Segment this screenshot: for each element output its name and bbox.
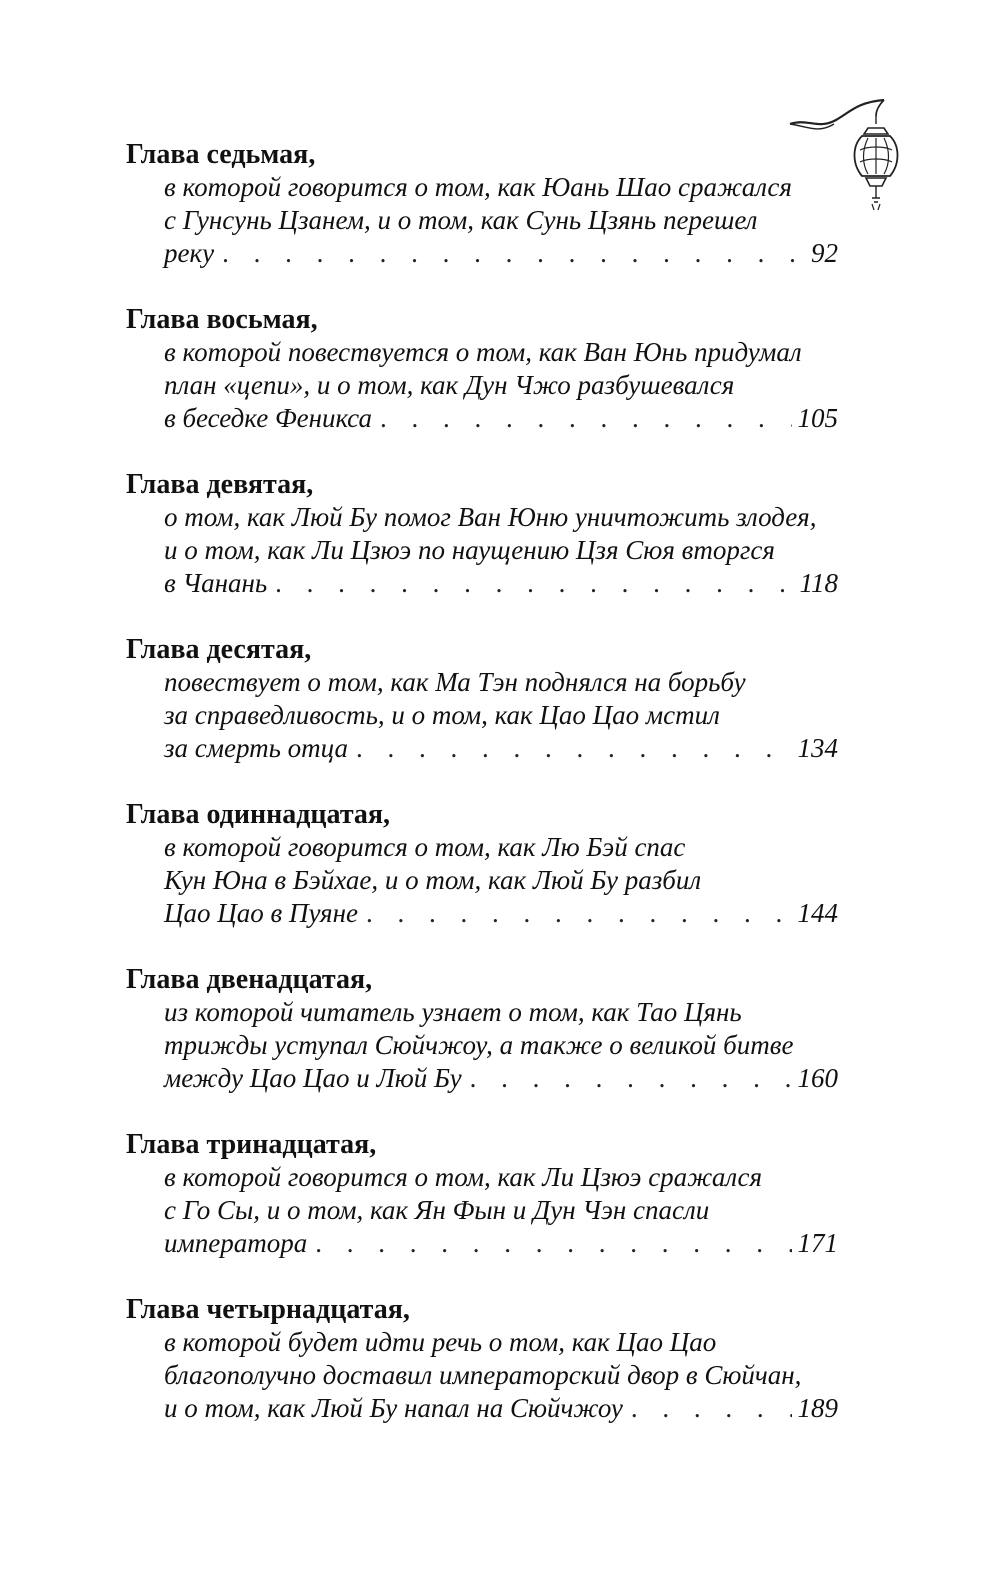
description-line: из которой читатель узнает о том, как Тао Цянь bbox=[164, 997, 742, 1027]
description-line: за справедливость, и о том, как Цао Цао мстил bbox=[164, 700, 720, 730]
page-number: 144 bbox=[797, 898, 838, 928]
description-line: повествует о том, как Ма Тэн поднялся на борьбу bbox=[164, 667, 746, 697]
description-line: между Цао Цао и Люй Бу bbox=[164, 1063, 462, 1093]
chapter-description bbox=[164, 1161, 838, 1260]
toc-entry[interactable] bbox=[126, 633, 838, 798]
page-number: 160 bbox=[797, 1063, 838, 1093]
toc-entry[interactable] bbox=[126, 1293, 838, 1458]
chapter-heading: Глава четырнадцатая, bbox=[126, 1294, 410, 1325]
page-number: 189 bbox=[797, 1393, 838, 1423]
description-line: реку bbox=[164, 238, 215, 268]
description-line: в которой повествуется о том, как Ван Юнь придумал bbox=[164, 337, 802, 367]
dot-leader bbox=[356, 732, 792, 765]
description-line: в которой будет идти речь о том, как Цао Цао bbox=[164, 1327, 717, 1357]
chapter-heading: Глава тринадцатая, bbox=[126, 1129, 377, 1160]
description-line: с Го Сы, и о том, как Ян Фын и Дун Чэн спасли bbox=[164, 1195, 710, 1225]
description-line: трижды уступал Сюйчжоу, а также о великой битве bbox=[164, 1030, 794, 1060]
chapter-heading: Глава седьмая, bbox=[126, 139, 316, 170]
description-line: в которой говорится о том, как Лю Бэй спас bbox=[164, 832, 686, 862]
chapter-heading: Глава девятая, bbox=[126, 469, 314, 500]
description-line: план «цепи», и о том, как Дун Чжо разбушевался bbox=[164, 370, 735, 400]
description-line: и о том, как Люй Бу напал на Сюйчжоу bbox=[164, 1393, 623, 1423]
chapter-description bbox=[164, 666, 838, 765]
chapter-description bbox=[164, 1326, 838, 1425]
description-line: и о том, как Ли Цзюэ по наущению Цзя Сюя вторгся bbox=[164, 535, 775, 565]
dot-leader bbox=[315, 1227, 791, 1260]
table-of-contents bbox=[126, 138, 838, 1458]
page-number: 92 bbox=[811, 238, 838, 268]
toc-entry[interactable] bbox=[126, 1128, 838, 1293]
chapter-description bbox=[164, 831, 838, 930]
dot-leader bbox=[222, 237, 805, 270]
description-line: в которой говорится о том, как Ли Цзюэ сражался bbox=[164, 1162, 763, 1192]
page-number: 171 bbox=[797, 1228, 838, 1258]
toc-entry[interactable] bbox=[126, 303, 838, 468]
description-line: о том, как Люй Бу помог Ван Юню уничтожить злодея, bbox=[164, 502, 817, 532]
toc-entry[interactable] bbox=[126, 798, 838, 963]
page-number: 118 bbox=[799, 568, 838, 598]
chapter-heading: Глава восьмая, bbox=[126, 304, 318, 335]
toc-entry[interactable] bbox=[126, 963, 838, 1128]
chapter-description bbox=[164, 996, 838, 1095]
description-line: за смерть отца bbox=[164, 733, 348, 763]
dot-leader bbox=[380, 402, 792, 435]
chapter-heading: Глава одиннадцатая, bbox=[126, 799, 391, 830]
chapter-heading: Глава двенадцатая, bbox=[126, 964, 373, 995]
chapter-description bbox=[164, 171, 838, 270]
description-line: благополучно доставил императорский двор в Сюйчан, bbox=[164, 1360, 802, 1390]
description-line: Кун Юна в Бэйхае, и о том, как Люй Бу разбил bbox=[164, 865, 702, 895]
description-line: с Гунсунь Цзанем, и о том, как Сунь Цзянь перешел bbox=[164, 205, 758, 235]
dot-leader bbox=[631, 1392, 792, 1425]
dot-leader bbox=[366, 897, 792, 930]
description-line: императора bbox=[164, 1228, 308, 1258]
chapter-heading: Глава десятая, bbox=[126, 634, 312, 665]
page-number: 134 bbox=[797, 733, 838, 763]
page-number: 105 bbox=[797, 403, 838, 433]
dot-leader bbox=[275, 567, 793, 600]
chapter-description bbox=[164, 336, 838, 435]
description-line: в Чанань bbox=[164, 568, 268, 598]
toc-entry[interactable] bbox=[126, 468, 838, 633]
description-line: в которой говорится о том, как Юань Шао сражался bbox=[164, 172, 792, 202]
chapter-description bbox=[164, 501, 838, 600]
description-line: Цао Цао в Пуяне bbox=[164, 898, 358, 928]
dot-leader bbox=[470, 1062, 792, 1095]
description-line: в беседке Феникса bbox=[164, 403, 372, 433]
toc-entry[interactable] bbox=[126, 138, 838, 303]
